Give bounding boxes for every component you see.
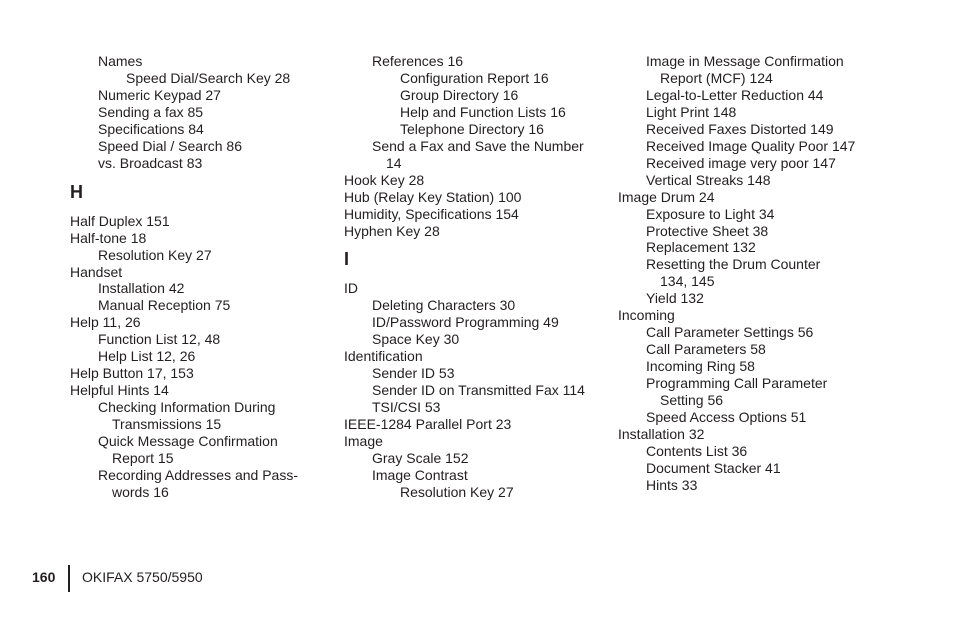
index-entry: Handset (70, 263, 123, 280)
index-subentry: Transmissions 15 (112, 416, 222, 433)
index-subentry: Deleting Characters 30 (372, 297, 516, 314)
index-entry: Half Duplex 151 (70, 212, 170, 229)
index-subentry: Send a Fax and Save the Number (372, 137, 584, 154)
index-entry: Hook Key 28 (344, 171, 425, 188)
index-subentry: vs. Broadcast 83 (98, 154, 203, 171)
index-subentry: Yield 132 (646, 290, 704, 307)
index-entry: Help 11, 26 (70, 314, 141, 331)
index-subentry: Setting 56 (660, 392, 724, 409)
index-subentry: Speed Access Options 51 (646, 409, 807, 426)
index-column-2 (344, 53, 606, 501)
index-subentry: Speed Dial/Search Key 28 (126, 69, 291, 86)
index-subentry: Call Parameters 58 (646, 341, 766, 358)
index-subentry: Sending a fax 85 (98, 103, 204, 120)
index-entry: Image (344, 433, 383, 450)
index-entry: Helpful Hints 14 (70, 382, 169, 399)
index-subentry: TSI/CSI 53 (372, 399, 441, 416)
index-subentry: Image in Message Confirmation (646, 53, 844, 69)
index-subentry: Installation 42 (98, 280, 185, 297)
index-section-letter: H (70, 181, 83, 202)
index-subentry: Help List 12, 26 (98, 348, 196, 365)
index-entry: Hub (Relay Key Station) 100 (344, 188, 522, 205)
index-subentry: Vertical Streaks 148 (646, 171, 771, 188)
page-number: 160 (32, 569, 56, 585)
index-subentry: Legal-to-Letter Reduction 44 (646, 86, 824, 103)
index-column-3 (618, 53, 918, 494)
index-subentry: Received Image Quality Poor 147 (646, 137, 856, 154)
index-subentry: Specifications 84 (98, 120, 204, 137)
index-subentry: Report (MCF) 124 (660, 69, 773, 86)
index-subentry: Gray Scale 152 (372, 450, 469, 467)
index-entry: Incoming (618, 307, 675, 324)
index-entry: ID (344, 280, 358, 297)
index-subentry: Space Key 30 (372, 331, 460, 348)
index-entry: IEEE-1284 Parallel Port 23 (344, 416, 512, 433)
index-subentry: Resolution Key 27 (98, 246, 212, 263)
index-subentry: 14 (386, 154, 402, 171)
index-subentry: Names (98, 53, 143, 69)
index-subentry: Group Directory 16 (400, 86, 519, 103)
footer-divider (68, 565, 70, 592)
index-entry: Identification (344, 348, 423, 365)
index-subentry: 134, 145 (660, 273, 715, 290)
index-subentry: Exposure to Light 34 (646, 205, 775, 222)
index-subentry: Speed Dial / Search 86 (98, 137, 242, 154)
index-subentry: Sender ID 53 (372, 365, 455, 382)
index-column-1 (70, 53, 332, 501)
index-subentry: Sender ID on Transmitted Fax 114 (372, 382, 585, 399)
index-subentry: ID/Password Programming 49 (372, 314, 559, 331)
index-entry: Help Button 17, 153 (70, 365, 194, 382)
index-entry: Hyphen Key 28 (344, 222, 440, 239)
index-entry: Half-tone 18 (70, 229, 147, 246)
index-subentry: Contents List 36 (646, 442, 748, 459)
index-subentry: words 16 (112, 483, 169, 500)
index-subentry: Programming Call Parameter (646, 375, 828, 392)
index-subentry: Checking Information During (98, 399, 276, 416)
index-entry: Installation 32 (618, 425, 705, 442)
index-subentry: Received image very poor 147 (646, 154, 836, 171)
index-subentry: Recording Addresses and Pass- (98, 466, 298, 483)
index-subentry: Image Contrast (372, 466, 468, 483)
index-subentry: Configuration Report 16 (400, 69, 549, 86)
index-subentry: Received Faxes Distorted 149 (646, 120, 834, 137)
index-subentry: Resolution Key 27 (400, 483, 514, 500)
index-subentry: Help and Function Lists 16 (400, 103, 566, 120)
index-subentry: Quick Message Confirmation (98, 433, 278, 450)
index-entry: Image Drum 24 (618, 188, 715, 205)
index-subentry: Call Parameter Settings 56 (646, 324, 814, 341)
index-subentry: Telephone Directory 16 (400, 120, 544, 137)
index-subentry: References 16 (372, 53, 464, 69)
index-subentry: Function List 12, 48 (98, 331, 221, 348)
index-subentry: Protective Sheet 38 (646, 222, 769, 239)
index-subentry: Numeric Keypad 27 (98, 86, 221, 103)
index-subentry: Hints 33 (646, 476, 698, 493)
index-subentry: Incoming Ring 58 (646, 358, 755, 375)
index-subentry: Report 15 (112, 450, 174, 467)
index-entry: Humidity, Specifications 154 (344, 205, 519, 222)
index-subentry: Replacement 132 (646, 239, 756, 256)
index-subentry: Document Stacker 41 (646, 459, 781, 476)
product-name: OKIFAX 5750/5950 (82, 569, 203, 585)
index-subentry: Light Print 148 (646, 103, 737, 120)
page-footer (0, 563, 954, 593)
index-section-letter: I (344, 249, 350, 270)
index-subentry: Manual Reception 75 (98, 297, 231, 314)
index-subentry: Resetting the Drum Counter (646, 256, 821, 273)
